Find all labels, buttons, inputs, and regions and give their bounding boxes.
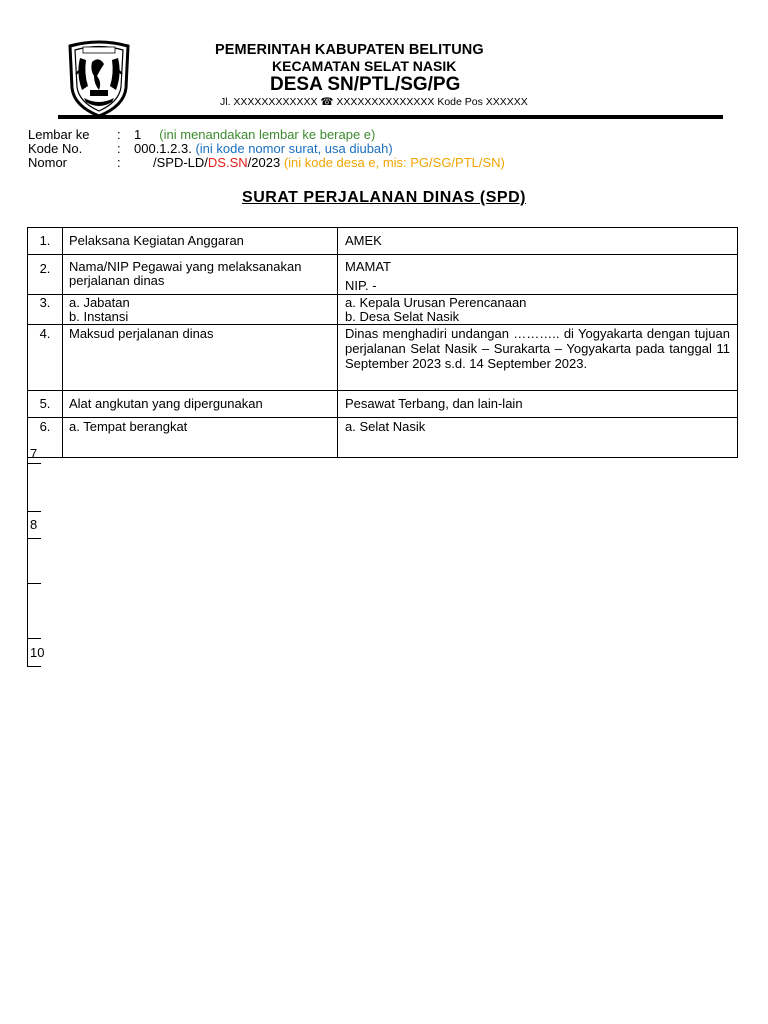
document-title: SURAT PERJALANAN DINAS (SPD) [242,189,526,206]
row-number: 5. [28,391,63,418]
row-label: Nama/NIP Pegawai yang melaksanakan perjalanan dinas [63,255,338,295]
cropped-row-line [27,463,41,464]
cropped-row-number: 8 [30,517,38,532]
row-label: Alat angkutan yang dipergunakan [63,391,338,418]
row-value-b: b. Desa Selat Nasik [345,309,460,324]
cropped-row-line [27,538,41,539]
row-value [338,295,738,325]
meta-lembar-colon: : [117,127,121,142]
row-label-a: a. Jabatan [69,295,130,310]
row-value-name: MAMAT [345,259,391,274]
village-name: DESA SN/PTL/SG/PG [270,74,461,95]
cropped-row-number: 10 [30,645,45,660]
table-row [28,255,738,295]
meta-lembar-label: Lembar ke [28,127,90,142]
meta-nomor-part-a: /SPD-LD/ [153,155,208,170]
row-value: Dinas menghadiri undangan ……….. di Yogyakarta dengan tujuan perjalanan Selat Nasik – Surakarta – Yogyakarta pada tanggal 11 September 2023 s.d. 14 September 2023. [338,325,738,391]
meta-kode-colon: : [117,141,121,156]
row-number: 1. [28,228,63,255]
row-label: Maksud perjalanan dinas [63,325,338,391]
district-name: KECAMATAN SELAT NASIK [272,58,457,74]
cropped-row-line [27,638,41,639]
meta-lembar-note: (ini menandakan lembar ke berape e) [159,127,376,142]
table-row [28,391,738,418]
header-rule [58,115,723,119]
cropped-row-line [27,666,41,667]
row-value-nip: NIP. - [345,278,377,293]
meta-kode-number: 000.1.2.3. [134,141,192,156]
cropped-row-line [27,583,41,584]
cropped-row-number: 7 [30,446,38,461]
row-number: 4. [28,325,63,391]
meta-kode-label: Kode No. [28,141,83,156]
row-value [338,255,738,295]
row-label-b: b. Instansi [69,309,129,324]
government-name: PEMERINTAH KABUPATEN BELITUNG [215,42,484,58]
row-value: Pesawat Terbang, dan lain-lain [338,391,738,418]
meta-kode-note: (ini kode nomor surat, usa diubah) [195,141,393,156]
row-label: Pelaksana Kegiatan Anggaran [63,228,338,255]
address-line: Jl. XXXXXXXXXXXX ☎ XXXXXXXXXXXXXX Kode Pos XXXXXX [220,96,528,108]
meta-nomor [28,155,728,171]
row-value-a: a. Kepala Urusan Perencanaan [345,295,527,310]
meta-lembar-value [134,127,375,142]
meta-nomor-part-b: DS.SN [207,155,248,170]
table-row [28,325,738,391]
regency-logo-emblem [66,40,132,118]
row-number: 2. [28,255,63,295]
row-value: AMEK [338,228,738,255]
meta-nomor-part-c: /2023 [247,155,281,170]
row-number: 3. [28,295,63,325]
meta-nomor-label: Nomor [28,155,68,170]
table-row [28,418,738,458]
meta-kode-value [134,141,393,156]
meta-nomor-value [153,155,505,170]
row-label [63,295,338,325]
table-row [28,228,738,255]
meta-nomor-colon: : [117,155,121,170]
row-number: 6. [28,418,63,458]
table-row [28,295,738,325]
meta-lembar-number: 1 [134,127,142,142]
meta-nomor-note: (ini kode desa e, mis: PG/SG/PTL/SN) [283,155,505,170]
spd-table [27,227,738,434]
row-value: a. Selat Nasik [338,418,738,458]
cropped-row-line [27,511,41,512]
row-label: a. Tempat berangkat [63,418,338,458]
